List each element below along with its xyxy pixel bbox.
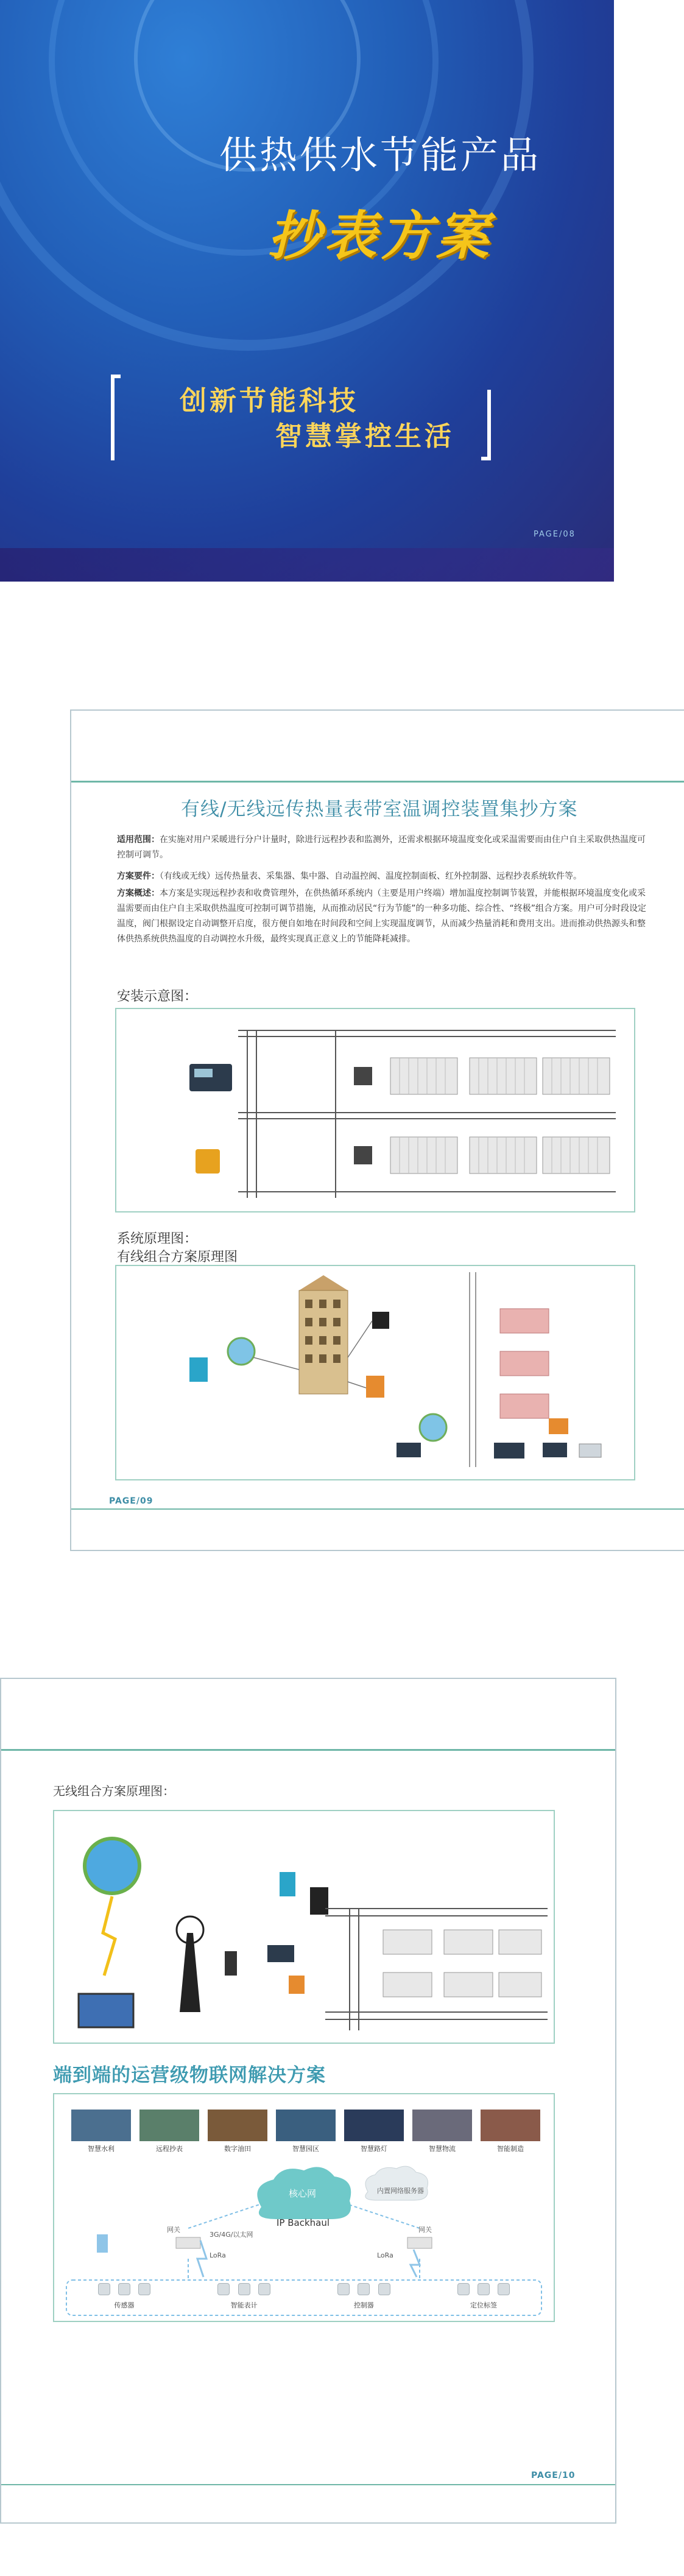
gateway-right: 网关 <box>418 2226 432 2234</box>
wireless-diagram-svg <box>54 1811 554 2043</box>
device-label: 智能表计 <box>230 2301 258 2309</box>
device-icon <box>98 2283 110 2295</box>
cover-subtitle: 抄表方案 <box>268 206 492 267</box>
components-text: （有线或无线）远传热量表、采集器、集中器、自动温控阀、温度控制面板、红外控制器、远程抄表系统软件等。 <box>160 871 582 881</box>
slogan-bracket-right <box>481 390 491 460</box>
net-3g-4g: 3G/4G/以太网 <box>210 2231 253 2239</box>
device-icon <box>118 2283 130 2295</box>
device-group <box>79 2283 170 2314</box>
overview-label: 方案概述： <box>117 889 160 898</box>
device-icon <box>138 2283 150 2295</box>
device-label: 定位标签 <box>470 2301 497 2309</box>
lora-left: LoRa <box>210 2251 226 2259</box>
device-group <box>318 2283 409 2314</box>
device-icons <box>94 2283 155 2296</box>
page-2-footer-rule <box>71 1508 684 1510</box>
cover-page <box>0 0 614 582</box>
wired-diagram-svg <box>116 1266 634 1479</box>
device-icons <box>453 2283 514 2296</box>
install-diagram <box>115 1008 635 1212</box>
install-label: 安装示意图： <box>117 989 198 1004</box>
device-icon <box>258 2283 270 2295</box>
scene-label: 智慧路灯 <box>361 2145 387 2153</box>
scene-label: 智能制造 <box>497 2145 524 2153</box>
device-icon <box>457 2283 470 2295</box>
wired-diagram <box>115 1265 635 1480</box>
components-label: 方案要件： <box>117 871 160 881</box>
ip-backhaul: IP Backhaul <box>277 2217 330 2228</box>
device-icon <box>217 2283 230 2295</box>
wireless-label: 无线组合方案原理图： <box>53 1784 175 1798</box>
page-3 <box>0 1678 616 2524</box>
device-icon <box>378 2283 390 2295</box>
cover-bottom-band <box>0 548 614 582</box>
system-label: 系统原理图： <box>117 1231 198 1247</box>
iot-platform: 内置网络服务器 <box>377 2187 424 2195</box>
page-3-number: PAGE/10 <box>531 2471 576 2480</box>
page-3-header-rule <box>1 1749 615 1751</box>
cover-slogan-line2: 智慧掌控生活 <box>275 421 454 452</box>
wireless-diagram <box>53 1810 555 2044</box>
device-icons <box>333 2283 394 2296</box>
device-group <box>199 2283 290 2314</box>
overview-text: 本方案是实现远程抄表和收费管理外，在供热循环系统内（主要是用户终端）增加温度控制调节装置，并能根据环境温度变化或采温需要而由住户自主采取供热温度可控制可调节措施，从而推动居民“行为节能”的一种多功能、综合性、“终极”组合方案。用户可分时段设定温度，阀门根据设定自动调整开启度，很方便自如地在时间段和空间上实现温度调节，从而减少热量消耗和费用支出。进而推动供热源头和整体供热系统供热温度的自动调控水升级，最终实现真正意义上的节能降耗减排。 <box>117 889 647 944</box>
page-3-footer-rule <box>1 2484 615 2485</box>
scope-label: 适用范围： <box>117 835 160 845</box>
device-icons <box>214 2283 275 2296</box>
device-icon <box>337 2283 350 2295</box>
device-label: 控制器 <box>353 2301 374 2309</box>
device-icon <box>358 2283 370 2295</box>
scene-label: 智慧园区 <box>292 2145 319 2153</box>
iot-architecture <box>53 2093 555 2322</box>
page-2-title: 有线/无线远传热量表带室温调控装置集抄方案 <box>181 798 578 820</box>
page-2-number: PAGE/09 <box>109 1496 153 1506</box>
cover-title: 供热供水节能产品 <box>219 133 541 177</box>
scope-text: 在实施对用户采暖进行分户计量时，除进行远程抄表和监测外，还需求根据环境温度变化或采温需要而由住户自主采取供热温度可控制可调节。 <box>117 835 646 860</box>
wired-label: 有线组合方案原理图 <box>117 1250 238 1265</box>
cover-slogan-line1: 创新节能科技 <box>180 385 359 417</box>
scene-label: 远程抄表 <box>156 2145 183 2153</box>
page-2-header-rule <box>71 781 684 783</box>
install-diagram-svg <box>116 1009 634 1211</box>
device-row <box>79 2283 529 2314</box>
scene-label: 智慧物流 <box>429 2145 456 2153</box>
cover-page-number: PAGE/08 <box>534 530 576 539</box>
page-2-scope <box>117 832 650 863</box>
device-group <box>438 2283 529 2314</box>
scene-label: 智慧水利 <box>88 2145 115 2153</box>
device-label: 传感器 <box>114 2301 135 2309</box>
device-icon <box>478 2283 490 2295</box>
lora-right: LoRa <box>377 2251 393 2259</box>
gateway-left: 网关 <box>167 2226 180 2234</box>
scene-label: 数字油田 <box>224 2145 251 2153</box>
iot-title: 端到端的运营级物联网解决方案 <box>53 2064 326 2086</box>
core-network: 核心网 <box>289 2188 317 2199</box>
page-2-components <box>117 869 650 884</box>
device-icon <box>498 2283 510 2295</box>
page-2-overview <box>117 886 650 947</box>
page-2 <box>70 709 684 1551</box>
slogan-bracket-left <box>111 375 121 460</box>
device-icon <box>238 2283 250 2295</box>
